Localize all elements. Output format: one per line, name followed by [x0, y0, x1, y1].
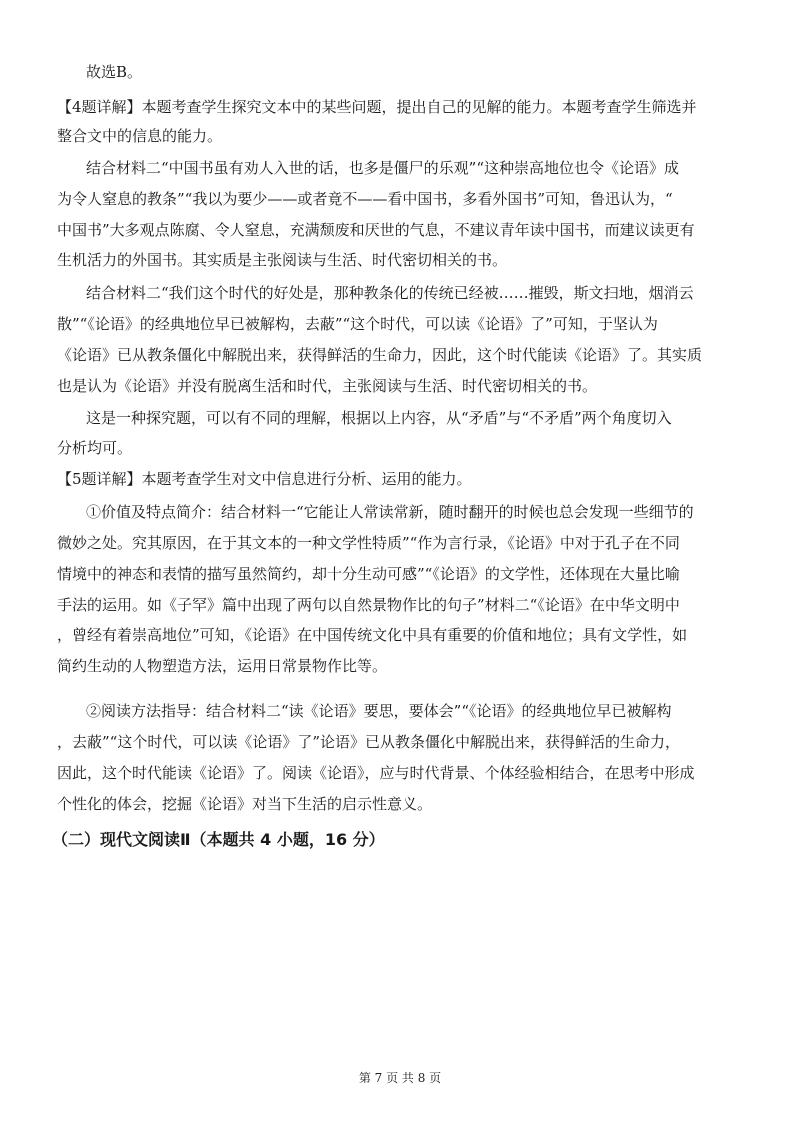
- text-line: 为令人窒息的教条”“我以为要少——或者竟不——看中国书，多看外国书”可知，鲁迅认为，“: [57, 190, 673, 208]
- text-line: 分析均可。: [57, 439, 133, 457]
- section-title: （二）现代文阅读Ⅱ（本题共 4 小题，16 分）: [52, 830, 385, 849]
- answer-heading-q5: 【5题详解】本题考查学生对文中信息进行分析、运用的能力。: [57, 470, 472, 488]
- text-line: ①价值及特点简介：结合材料一“它能让人常读常新，随时翻开的时候也总会发现一些细节的: [86, 503, 694, 521]
- text-line: 结合材料二“我们这个时代的好处是，那种教条化的传统已经被……摧毁，斯文扫地，烟消云: [86, 284, 694, 302]
- text-line: 这是一种探究题，可以有不同的理解，根据以上内容，从“矛盾”与“不矛盾”两个角度切入: [86, 409, 672, 427]
- text-line: 也是认为《论语》并没有脱离生活和时代，主张阅读与生活、时代密切相关的书。: [57, 377, 598, 395]
- text-line: ②阅读方法指导：结合材料二“读《论语》要思，要体会”“《论语》的经典地位早已被解构: [86, 702, 672, 720]
- text-line: ，去蔽”“这个时代，可以读《论语》了”论语》已从教条僵化中解脱出来，获得鲜活的生命力，: [57, 733, 681, 751]
- text-line: 生机活力的外国书。其实质是主张阅读与生活、时代密切相关的书。: [57, 251, 508, 269]
- text-line: 结合材料二“中国书虽有劝人入世的话，也多是僵尸的乐观”“这种崇高地位也令《论语》成: [86, 159, 680, 177]
- text-line: ，曾经有着崇高地位”可知，《论语》在中国传统文化中具有重要的价值和地位；具有文学性，如: [57, 626, 688, 644]
- text-line: 因此，这个时代能读《论语》了。阅读《论语》，应与时代背景、个体经验相结合，在思考中形成: [57, 764, 695, 782]
- text-line: 个性化的体会，挖掘《论语》对当下生活的启示性意义。: [57, 795, 433, 813]
- text-line: 微妙之处。究其原因，在于其文本的一种文学性特质”“作为言行录，《论语》中对于孔子在不同: [57, 534, 680, 552]
- text-line: 整合文中的信息的能力。: [57, 127, 223, 145]
- text-line: 故选B。: [86, 63, 143, 81]
- text-line: 《论语》已从教条僵化中解脱出来，获得鲜活的生命力，因此，这个时代能读《论语》了。其实质: [57, 346, 703, 364]
- text-line: 中国书”大多观点陈腐、令人窒息，充满颓废和厌世的气息，不建议青年读中国书，而建议读更有: [57, 221, 695, 239]
- text-line: 手法的运用。如《子罕》篇中出现了两句以自然景物作比的句子”材料二“《论语》在中华文明中: [57, 596, 680, 614]
- page-footer: 第 7 页 共 8 页: [358, 1071, 442, 1085]
- text-line: 情境中的神态和表情的描写虽然简约，却十分生动可感”“《论语》的文学性，还体现在大量比喻: [57, 565, 680, 583]
- answer-heading-q4: 【4题详解】本题考查学生探究文本中的某些问题，提出自己的见解的能力。本题考查学生筛选并: [57, 98, 697, 116]
- text-line: 简约生动的人物塑造方法，运用日常景物作比等。: [57, 657, 388, 675]
- text-line: 散”“《论语》的经典地位早已被解构，去蔽”“这个时代，可以读《论语》了”可知，于坚认为: [57, 315, 658, 333]
